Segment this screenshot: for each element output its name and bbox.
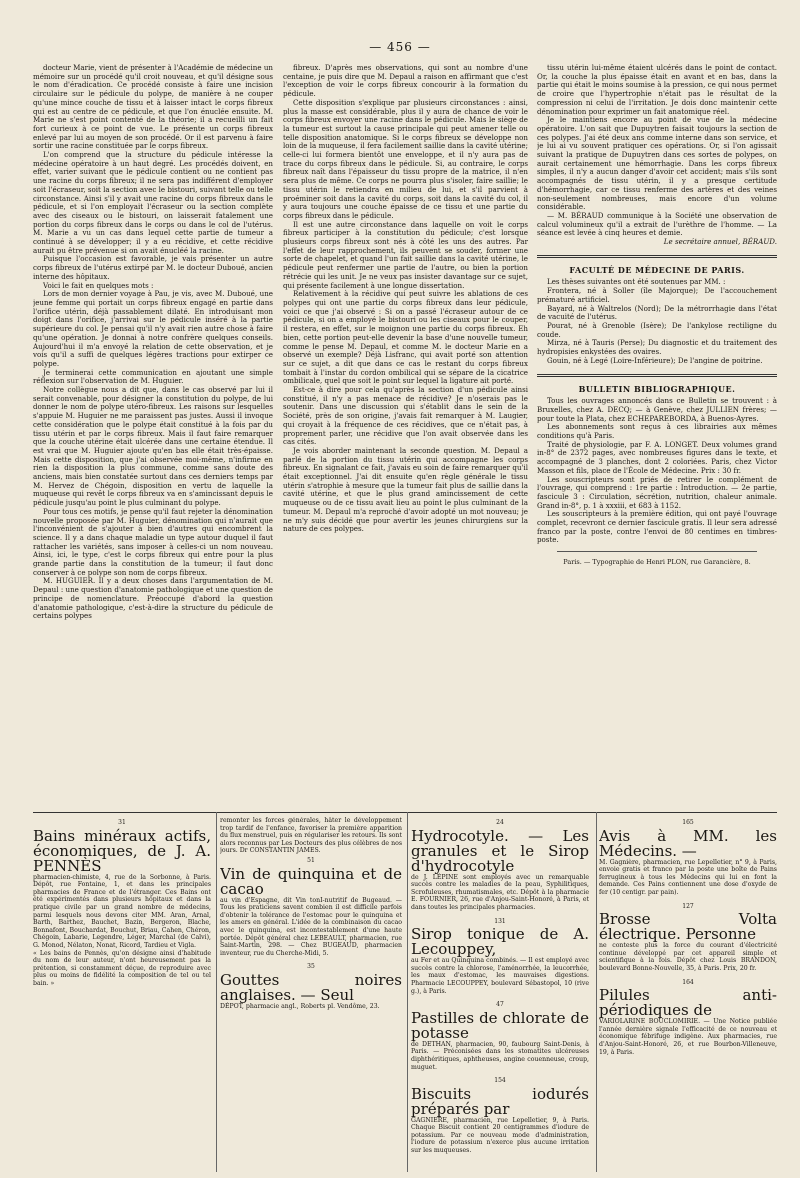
ad-number: 154 xyxy=(494,1077,506,1085)
ad-headline: Pilules anti-périodiques de xyxy=(599,986,777,1020)
ad-biscuits xyxy=(411,1084,589,1155)
signature: Le secrétaire annuel, BÉRAUD. xyxy=(663,237,777,247)
ad-body: ne conteste plus la force du courant d'électricité continue développé par cet appareil simple et scientifique à la fois. Dépôt chez Louis BRANDON, boulevard Bonne-Nouvelle, 35, à Paris. Prix, 20 fr. xyxy=(599,942,777,972)
ad-column-2 xyxy=(220,817,402,1167)
ad-column-1 xyxy=(33,817,211,1167)
paragraph: docteur Marie, vient de présenter à l'Académie de médecine un mémoire sur un procédé qu'il croit nouveau, et qu'il désigne sous le nom d'éradication. Ce procédé consiste à faire une incision circulaire sur le pédicule du polype, de manière à ne couper qu'une mince couche de tissu et à laisser intact le corps fibreux qui est au centre de ce pédicule, et que l'on énuclée ensuite. M. Marie ne s'est point contenté de la théorie; il a recueilli un fait fort curieux à ce point de vue. Le présente un corps fibreux enlevé par lui au moyen de son procédé. Or il est parvenu à faire sortir une racine constituée par le corps fibreux. xyxy=(33,64,273,151)
paragraph: Les souscripteurs à la première édition, qui ont payé l'ouvrage complet, recevront ce dernier fascicule gratis. Il leur sera adressé franco par la poste, contre l'envoi de 80 centimes en timbres-poste. xyxy=(537,509,777,545)
column-divider xyxy=(216,812,217,1172)
ad-sirop-tonique xyxy=(411,927,589,995)
advertisements-band xyxy=(33,812,777,1173)
ad-number: 51 xyxy=(307,856,315,864)
paragraph: fibreux. D'après mes observations, qui sont au nombre d'une centaine, je puis dire que M. Depaul a raison en affirmant que c'est l'exception de voir le corps fibreux concourir à la formation du pédicule. xyxy=(283,64,528,99)
paragraph: M. HUGUIER. Il y a deux choses dans l'argumentation de M. Depaul : une question d'anatomie pathologique et une question de principe de nomenclature. Préoccupé d'abord la question d'anatomie pathologique, c'est-à-dire la structure du pédicule de certains polypes xyxy=(33,576,273,621)
column-right xyxy=(537,64,777,804)
divider xyxy=(557,551,757,552)
column-left xyxy=(33,64,273,804)
paragraph: Je vois aborder maintenant la seconde question. M. Depaul a parlé de la portion du tissu utérin qui accompagne les corps fibreux. En signalant ce fait, j'avais eu soin de faire remarquer qu'il était exceptionnel. J'ai dit ensuite qu'en règle générale le tissu utérin s'atrophie à mesure que la tumeur fait plus de saillie dans la cavité utérine, et que le plus grand amincissement de cette muqueuse ou de ce tissu avait lieu au point le plus culminant de la tumeur. M. Depaul m'a reproché d'avoir adopté un mot nouveau; je ne m'y suis décidé que pour avertir les jeunes chirurgiens sur la nature de ces polypes. xyxy=(283,445,528,534)
paragraph: Tous les ouvrages annoncés dans ce Bulletin se trouvent : à Bruxelles, chez A. DECQ; — à Genève, chez JULLIEN frères; — pour toute la Plata, chez ECHEPAREBORDA, à Buenos-Ayres. xyxy=(537,396,777,423)
paragraph: Les thèses suivantes ont été soutenues par MM. : xyxy=(547,277,726,287)
ad-body: de DETHAN, pharmacien, 90, faubourg Saint-Denis, à Paris. — Préconisées dans les stomatites ulcéreuses diphthéritiques, aphtheuses, angine couenneuse, croup, muguet. xyxy=(411,1040,589,1071)
ad-body: « Les bains de Pennès, qu'on désigne ainsi d'habitude du nom de leur auteur, n'ont heureusement pas la prétention, si constamment déçue, de reproduire avec plus ou moins de fidélité la composition de tel ou tel bain. » xyxy=(33,949,211,987)
paragraph: Les abonnements sont reçus à ces librairies aux mêmes conditions qu'à Paris. xyxy=(537,422,777,441)
column-divider xyxy=(596,812,597,1172)
paragraph: Voici le fait en quelques mots : xyxy=(43,280,154,290)
ad-body: remonter les forces générales, hâter le développement trop tardif de l'enfance, favoriser la première apparition du flux menstruel, puis en régulariser les retours. Ils sont alors reconnus par Les Docteurs des plus célèbres de nos jours. Dr CONSTANTIN JAMES. xyxy=(220,817,402,855)
ad-bains-mineraux xyxy=(33,826,211,988)
ad-body: au Fer et au Quinquina combinés. — Il est employé avec succès contre la chlorose, l'aménorrhée, la leucorrhée, les maux d'estomac, les mauvaises digestions. Pharmacie LECOUPPEY, boulevard Sébastopol, 10 (rive g.), à Paris. xyxy=(411,957,589,995)
ad-gouttes-noires xyxy=(220,970,402,1011)
thesis-item: Bayard, né à Waltrelos (Nord); De la métrorrhagie dans l'état de vacuité de l'utérus. xyxy=(537,303,777,322)
ad-headline: Pastilles de chlorate de potasse xyxy=(411,1008,589,1042)
ad-number: 47 xyxy=(496,1001,504,1009)
ad-number: 165 xyxy=(682,819,694,826)
ad-vin-quinquina xyxy=(220,864,402,958)
paragraph: Je le maintiens encore au point de vue de la médecine opératoire. L'on sait que Dupuytren faisait toujours la section de ces polypes. J'ai été deux ans comme interne dans son service, et je lui ai vu souvent pratiquer ces opérations. Or, si l'on agissait suivant la pratique de Dupuytren dans ces sortes de polypes, on aurait certainement une hémorrhagie. Dans les corps fibreux simples, il n'y a aucun danger d'avoir cet accident; mais s'ils sont accompagnés de tissu utérin, il y a presque certitude d'hémorrhagie, car ce tissu renferme des artères et des veines non-seulement nombreuses, mais encore d'un volume considérable. xyxy=(537,115,777,212)
ad-headline: Bains minéraux actifs, économiques, de J. A. PENNÈS xyxy=(33,826,211,875)
thesis-item: Mirza, né à Tauris (Perse); Du diagnostic et du traitement des hydropisies enkystées des ovaires. xyxy=(537,338,777,357)
paragraph: Relativement à la récidive qui peut suivre les ablations de ces polypes qui ont une partie du corps fibreux dans leur pédicule, voici ce que j'ai observé : Si on a passé l'écraseur autour de ce pédicule, si on a employé le bistouri ou les ciseaux pour le couper, il restera, en effet, sur le moignon une partie du corps fibreux. Eh bien, cette portion peut-elle devenir la base d'une nouvelle tumeur, comme le pense M. Depaul, et comme M. le docteur Marie en a observé un exemple? Déjà Lisfranc, qui avait porté son attention sur ce sujet, a dit que dans ce cas le restant du corps fibreux tombait à l'instar du cordon ombilical qui se sépare de la cicatrice ombilicale, quel que soit le point sur lequel la ligature ait porté. xyxy=(283,289,528,386)
ad-body: M. Gagnière, pharmacien, rue Lepelletier, n° 9, à Paris, envoie gratis et franco par la poste une boîte de Pains ferrugineux à tous les Médecins qui lui en font la demande. Ces Pains contiennent une dose d'oxyde de fer (10 centigr. par pain). xyxy=(599,858,777,896)
paragraph: — M. BÉRAUD communique à la Société une observation de calcul volumineux qu'il a extrait de l'urèthre de l'homme. — La séance est levée à cinq heures et demie. xyxy=(537,210,777,238)
paragraph: Lors de mon dernier voyage à Pau, je vis, avec M. Duboué, une jeune femme qui portait un corps fibreux engagé en partie dans l'orifice utérin, déjà passablement dilaté. En introduisant mon doigt dans l'orifice, j'arrivai sur le pédicule inséré à la partie supérieure du col. Je pensai qu'il n'y avait rien autre chose à faire qu'une opération. Je donnai à notre confrère quelques conseils. Aujourd'hui il m'a envoyé la relation de cette observation, et je vois qu'il a suffi de quelques légères tractions pour extirper ce polype. xyxy=(33,289,273,368)
ad-number: 131 xyxy=(494,917,506,925)
divider xyxy=(537,255,777,258)
paragraph: L'on comprend que la structure du pédicule intéresse la médecine opératoire à un haut degré. Les procédés doivent, en effet, varier suivant que le pédicule contient ou ne contient pas une racine du corps fibreux; il ne sera pas indifférent d'employer soit l'écraseur, soit la section avec le bistouri, suivant telle ou telle circonstance. Ainsi s'il y avait une racine du corps fibreux dans le pédicule, et si l'on employait l'écraseur ou la section complète avec des ciseaux ou le bistouri, on laisserait fatalement une portion du corps fibreux dans le corps ou dans le col de l'utérus. M. Marie a vu un cas dans lequel cette partie de tumeur a continué à se développer; il y a eu récidive, et cette récidive aurait pu être prévenue si on avait énucléé la racine. xyxy=(33,150,273,255)
paragraph: Est-ce à dire pour cela qu'après la section d'un pédicule ainsi constitué, il n'y a pas menace de récidive? Je n'oserais pas le soutenir. Dans une discussion qui s'établit dans le sein de la Société, près de son origine, j'avais fait remarquer à M. Laugier, qui croyait à la fréquence de ces récidives, que ce n'était pas, à proprement parler, une récidive que l'on avait observée dans les cas cités. xyxy=(283,385,528,447)
paragraph: Je terminerai cette communication en ajoutant une simple réflexion sur l'observation de M. Huguier. xyxy=(33,367,273,386)
ad-headline: Biscuits iodurés préparés par xyxy=(411,1084,589,1118)
section-title-faculte: FACULTÉ DE MÉDECINE DE PARIS. xyxy=(569,264,745,275)
ad-number: 35 xyxy=(307,963,315,971)
ad-brosse-volta xyxy=(599,912,777,972)
ad-headline: Vin de quinquina et de cacao xyxy=(220,864,402,898)
ad-body: de J. LÉPINE sont employés avec un remarquable succès contre les maladies de la peau, Syphilitiques, Scrofuleuses, rhumatismales, etc. Dépôt à la pharmacie E. FOURNIER, 26, rue d'Anjou-Saint-Honoré, à Paris, et dans toutes les principales pharmacies. xyxy=(411,873,589,911)
thesis-item: Pourat, né à Grenoble (Isère); De l'ankylose rectiligne du coude. xyxy=(537,320,777,339)
paragraph: Il est une autre circonstance dans laquelle on voit le corps fibreux participer à la constitution du pédicule; c'est lorsque plusieurs corps fibreux sont nés à côté les uns des autres. Par l'effet de leur rapprochement, ils peuvent se souder, former une sorte de chapelet, et quand l'un fait saillie dans la cavité utérine, le pédicule peut renfermer une partie de l'autre, ou bien la portion rétrécie qui les unit. Je ne veux pas insister davantage sur ce sujet, qui présente facilement à une longue dissertation. xyxy=(283,219,528,290)
ad-avis-medecins xyxy=(599,826,777,897)
ad-number: 127 xyxy=(682,902,694,910)
ad-body: pharmacien-chimiste, 4, rue de la Sorbonne, à Paris. Dépôt, rue Fontaine, 1, et dans les principales pharmacies de France et de l'étranger. Ces Bains ont été expérimentés dans plusieurs hôpitaux et dans la pratique civile par un grand nombre de médecins, parmi lesquels nous devons citer MM. Aran, Arnal, Barth, Barthez, Bauchet, Bazin, Bergeron, Blache, Bonnafont, Bouchardat, Bouchut, Briau, Cahen, Chéron, Chégoin, Labarie, Legendre, Léger, Marchal (de Calvi), G. Monod, Nélaton, Nonat, Ricord, Tardieu et Vigla. xyxy=(33,873,211,949)
column-middle xyxy=(283,64,528,804)
paragraph: Puisque l'occasion est favorable, je vais présenter un autre corps fibreux de l'utérus extirpé par M. le docteur Duboué, ancien interne des hôpitaux. xyxy=(33,254,273,281)
column-divider xyxy=(407,812,408,1172)
paragraph: tissu utérin lui-même étaient ulcérés dans le point de contact. Or, la couche la plus épaisse était en avant et en bas, dans la partie qui était le moins soumise à la pression, ce qui nous permet de croire que l'hypertrophie n'était pas le résultat de la compression ni celui de l'irritation. Je dois donc maintenir cette dénomination pour exprimer un fait anatomique réel. xyxy=(537,64,777,116)
ad-number: 164 xyxy=(682,978,694,986)
ad-column-3 xyxy=(411,817,589,1167)
paragraph: Notre collègue nous a dit que, dans le cas observé par lui il serait convenable, pour désigner la constitution du polype, de lui donner le nom de polype utéro-fibreux. Les raisons sur lesquelles s'appuie M. Huguier ne me paraissent pas justes. Aussi il invoque cette considération que le polype était constitué à la fois par du tissu utérin et par le corps fibreux. Mais il faut faire remarquer que la couche utérine était ulcérée dans une certaine étendue. Il est vrai que M. Huguier ajoute qu'en bas elle était très-épaisse. Mais cette disposition, que j'ai observée moi-même, n'infirme en rien la disposition la plus commune, comme sans doute des anciens, mais bien constatée surtout dans ces derniers temps par M. Hervez de Chégoin, disposition en vertu de laquelle la muqueuse qui revêt le corps fibreux va en s'amincissant depuis le pédicule jusqu'au point le plus culminant du polype. xyxy=(33,385,273,508)
ad-number: 24 xyxy=(496,819,504,826)
ad-headline: Avis à MM. les Médecins. — xyxy=(599,826,777,860)
ad-pastilles xyxy=(411,1008,589,1071)
ad-column-4 xyxy=(599,817,777,1167)
paragraph: Cette disposition s'explique par plusieurs circonstances : ainsi, plus la masse est considérable, plus il y aura de chance de voir le corps fibreux envoyer une racine dans le pédicule. Mais le siège de la tumeur est surtout la cause principale qui peut amener telle ou telle disposition anatomique. Si le corps fibreux se développe non loin de la muqueuse, il fera facilement saillie dans la cavité utérine; celle-ci lui formera bientôt une enveloppe, et il n'y aura pas de trace du corps fibreux dans le pédicule. Si, au contraire, le corps fibreux naît dans l'épaisseur du tissu propre de la matrice, il n'en sera plus de même. Ce corps ne pourra plus s'isoler, faire saillie; le tissu utérin le retiendra en milieu de lui, et s'il parvient à proéminer soit dans la cavité du corps, soit dans la cavité du col, il y aura toujours une couche épaisse de ce tissu et une partie du corps fibreux dans le pédicule. xyxy=(283,97,528,220)
paragraph: Les souscripteurs sont priés de retirer le complément de l'ouvrage, qui comprend : 1re partie : Introduction. — 2e partie, fascicule 3 : Circulation, sécrétion, nutrition, chaleur animale. Grand in-8°, p. 1 à xxxiii, et 683 à 1152. xyxy=(537,474,777,510)
paragraph: Traité de physiologie, par F. A. LONGET. Deux volumes grand in-8° de 2372 pages, avec nombreuses figures dans le texte, et accompagné de 3 planches, dont 2 coloriées. Paris, chez Victor Masson et fils, place de l'École de Médecine. Prix : 30 fr. xyxy=(537,439,777,475)
section-title-bulletin: BULLETIN BIBLIOGRAPHIQUE. xyxy=(578,383,736,394)
ad-body: VARIOLARINE BOUCLOMIRIE. — Une Notice publiée l'année dernière signale l'efficacité de ce nouveau et économique fébrifuge indigène. Aux pharmacies, rue d'Anjou-Saint-Honoré, 26, et rue Bourbon-Villeneuve, 19, à Paris. xyxy=(599,1018,777,1056)
ad-hydrocotyle xyxy=(411,826,589,912)
thesis-item: Frontera, né à Soller (île Majorque); De l'accouchement prématuré artificiel. xyxy=(537,286,777,304)
page-number: — 456 — xyxy=(369,40,431,54)
ad-number: 31 xyxy=(118,819,126,826)
ad-body: GAGNIERE, pharmacien, rue Lepelletier, 9, à Paris. Chaque Biscuit contient 20 centigrammes d'iodure de potassium. Par ce nouveau mode d'administration, l'iodure de potassium n'exerce plus aucune irritation sur les muqueuses. xyxy=(411,1116,589,1155)
thesis-item: Gouin, né à Legé (Loire-Inférieure); De l'angine de poitrine. xyxy=(547,355,763,365)
paragraph: Pour tous ces motifs, je pense qu'il faut rejeter la dénomination nouvelle proposée par M. Huguier, dénomination qui n'aurait que l'inconvénient de s'ajouter à bien d'autres qui encombrent la science. Il y a dans chaque maladie un type autour duquel il faut rattacher les variétés, sans imposer à celles-ci un nom nouveau. Ainsi, ici, le type, c'est le corps fibreux qui entre pour la plus grande partie dans la constitution de la tumeur; il faut donc conserver à ce polype son nom de corps fibreux. xyxy=(33,506,273,577)
divider xyxy=(537,374,777,377)
ad-body: DÉPOT, pharmacie angl., Roberts pl. Vendôme, 23. xyxy=(220,1002,380,1010)
ad-headline: Gouttes noires anglaises. — Seul xyxy=(220,970,402,1004)
ad-headline: Sirop tonique de A. Lecouppey, xyxy=(411,925,589,959)
ad-pilules xyxy=(599,988,777,1056)
printer-line: Paris. — Typographie de Henri PLON, rue Garancière, 8. xyxy=(563,558,751,567)
ad-headline: Brosse Volta électrique. Personne xyxy=(599,910,777,944)
ad-body: au vin d'Espagne, dit Vin tonI-nutritif de Bugeaud. — Tous les praticiens savent combien il est difficile parfois d'obtenir la tolérance de l'estomac pour le quinquina et les amers en général. L'idée de la combinaison du cacao avec le quinquina, est incontestablement d'une haute portée. Dépôt général chez LEBEAULT, pharmacien, rue Saint-Martin, 298. — Chez BUGEAUD, pharmacien inventeur, rue du Cherche-Midi, 5. xyxy=(220,896,402,957)
ad-headline: Hydrocotyle. — Les granules et le Sirop d'hydrocotyle xyxy=(411,826,589,875)
